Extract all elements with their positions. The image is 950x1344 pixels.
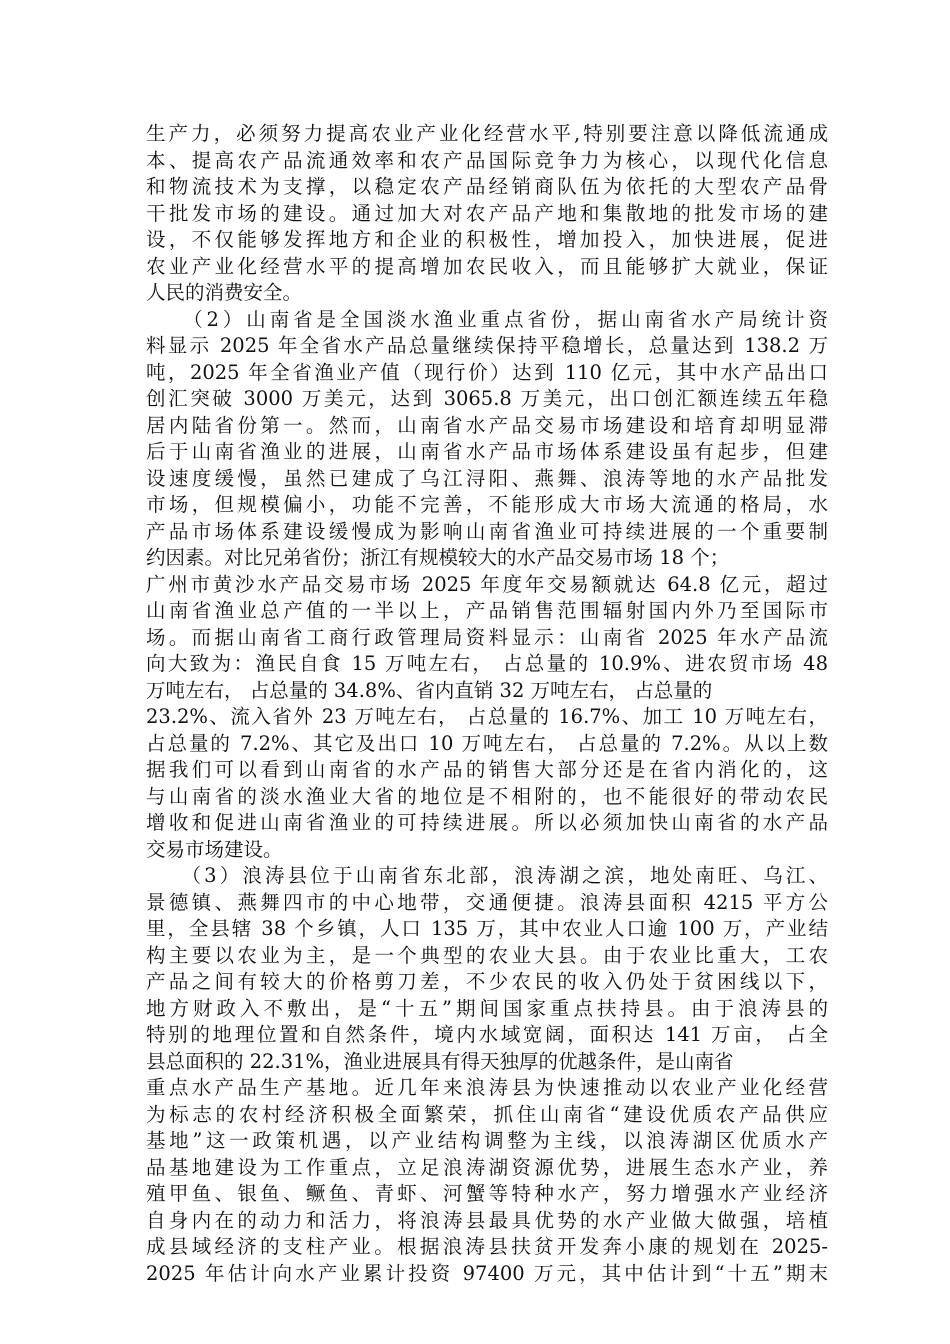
text-line: 为标志的农村经济积极全面繁荣，抓住山南省“建设优质农产品供应 [146,1102,828,1126]
text-line: 设，不仅能够发挥地方和企业的积极性，增加投入，加快进展，促进 [146,228,828,251]
text-line: 2025 年估计向水产业累计投资 97400 万元，其中估计到“十五”期末 [146,1261,828,1285]
text-line: 农业产业化经营水平的提高增加农民收入，而且能够扩大就业，保证 [146,254,828,278]
text-line: 产品市场体系建设缓慢成为影响山南省渔业可持续进展的一个重要制 [146,519,828,543]
document-body-text [146,121,828,1287]
text-line: 市场，但规模偏小，功能不完善，不能形成大市场大流通的格局，水 [146,493,828,516]
text-line: 殖甲鱼、银鱼、鳜鱼、青虾、河蟹等特种水产，努力增强水产业经济 [146,1182,828,1205]
text-line: 创汇突破 3000 万美元，达到 3065.8 万美元，出口创汇额连续五年稳 [146,387,828,410]
text-line: （3）浪涛县位于山南省东北部，浪涛湖之滨，地处南旺、乌江、 [146,864,828,887]
text-line: 据我们可以看到山南省的水产品的销售大部分还是在省内消化的，这 [146,758,828,781]
text-line: 山南省渔业总产值的一半以上，产品销售范围辐射国内外乃至国际市 [146,599,828,622]
text-line: 生产力，必须努力提高农业产业化经营水平,特别要注意以降低流通成 [146,122,828,145]
text-line: 万吨左右， 占总量的 34.8%、省内直销 32 万吨左右， 占总量的 [146,678,713,702]
text-line: 料显示 2025 年全省水产品总量继续保持平稳增长，总量达到 138.2 万 [146,334,828,357]
text-line: 向大致为：渔民自食 15 万吨左右， 占总量的 10.9%、进农贸市场 48 [146,652,828,675]
text-line: 重点水产品生产基地。近几年来浪涛县为快速推动以农业产业化经营 [146,1076,828,1099]
text-line: 本、提高农产品流通效率和农产品国际竞争力为核心，以现代化信息 [146,148,828,172]
text-line: 占总量的 7.2%、其它及出口 10 万吨左右， 占总量的 7.2%。从以上数 [146,731,828,755]
text-line: 23.2%、流入省外 23 万吨左右， 占总量的 16.7%、加工 10 万吨左右， [146,705,828,728]
text-line: 场。而据山南省工商行政管理局资料显示：山南省 2025 年水产品流 [146,625,828,649]
text-line: 吨，2025 年全省渔业产值（现行价）达到 110 亿元，其中水产品出口 [146,360,828,384]
text-line: 特别的地理位置和自然条件，境内水域宽阔，面积达 141 万亩， 占全 [146,1023,828,1046]
text-line: 设速度缓慢，虽然已建成了乌江浔阳、燕舞、浪涛等地的水产品批发 [146,466,828,490]
text-line: 干批发市场的建设。通过加大对农产品产地和集散地的批发市场的建 [146,201,828,225]
text-line: 后于山南省渔业的进展，山南省水产品市场体系建设虽有起步，但建 [146,440,828,463]
text-line: 自身内在的动力和活力，将浪涛县最具优势的水产业做大做强，培植 [146,1208,828,1232]
text-line: 地方财政入不敷出，是“十五”期间国家重点扶持县。由于浪涛县的 [146,996,828,1020]
text-line: 与山南省的淡水渔业大省的地位是不相附的，也不能很好的带动农民 [146,784,828,808]
text-line: 和物流技术为支撑，以稳定农产品经销商队伍为依托的大型农产品骨 [146,175,828,198]
text-line: 景德镇、燕舞四市的中心地带，交通便捷。浪涛县面积 4215 平方公 [146,890,828,914]
text-line: 县总面积的 22.31%，渔业进展具有得天独厚的优越条件，是山南省 [146,1049,734,1073]
text-line: 广州市黄沙水产品交易市场 2025 年度年交易额就达 64.8 亿元，超过 [146,572,828,596]
text-line: 产品之间有较大的价格剪刀差，不少农民的收入仍处于贫困线以下， [146,970,828,993]
text-line: （2）山南省是全国淡水渔业重点省份，据山南省水产局统计资 [146,307,828,331]
text-line: 成县域经济的支柱产业。根据浪涛县扶贫开发奔小康的规划在 2025- [146,1235,828,1258]
text-line: 构主要以农业为主，是一个典型的农业大县。由于农业比重大，工农 [146,943,828,967]
text-line: 人民的消费安全。 [146,281,303,304]
text-line: 交易市场建设。 [146,837,283,861]
text-line: 居内陆省份第一。然而，山南省水产品交易市场建设和培育却明显滞 [146,413,828,437]
text-line: 增收和促进山南省渔业的可持续进展。所以必须加快山南省的水产品 [146,811,828,834]
text-line: 品基地建设为工作重点，立足浪涛湖资源优势，进展生态水产业，养 [146,1155,828,1179]
text-line: 里，全县辖 38 个乡镇，人口 135 万，其中农业人口逾 100 万，产业结 [146,917,828,940]
text-line: 约因素。对比兄弟省份；浙江有规模较大的水产品交易市场 18 个； [146,546,730,569]
text-line: 基地”这一政策机遇，以产业结构调整为主线，以浪涛湖区优质水产 [146,1129,828,1152]
